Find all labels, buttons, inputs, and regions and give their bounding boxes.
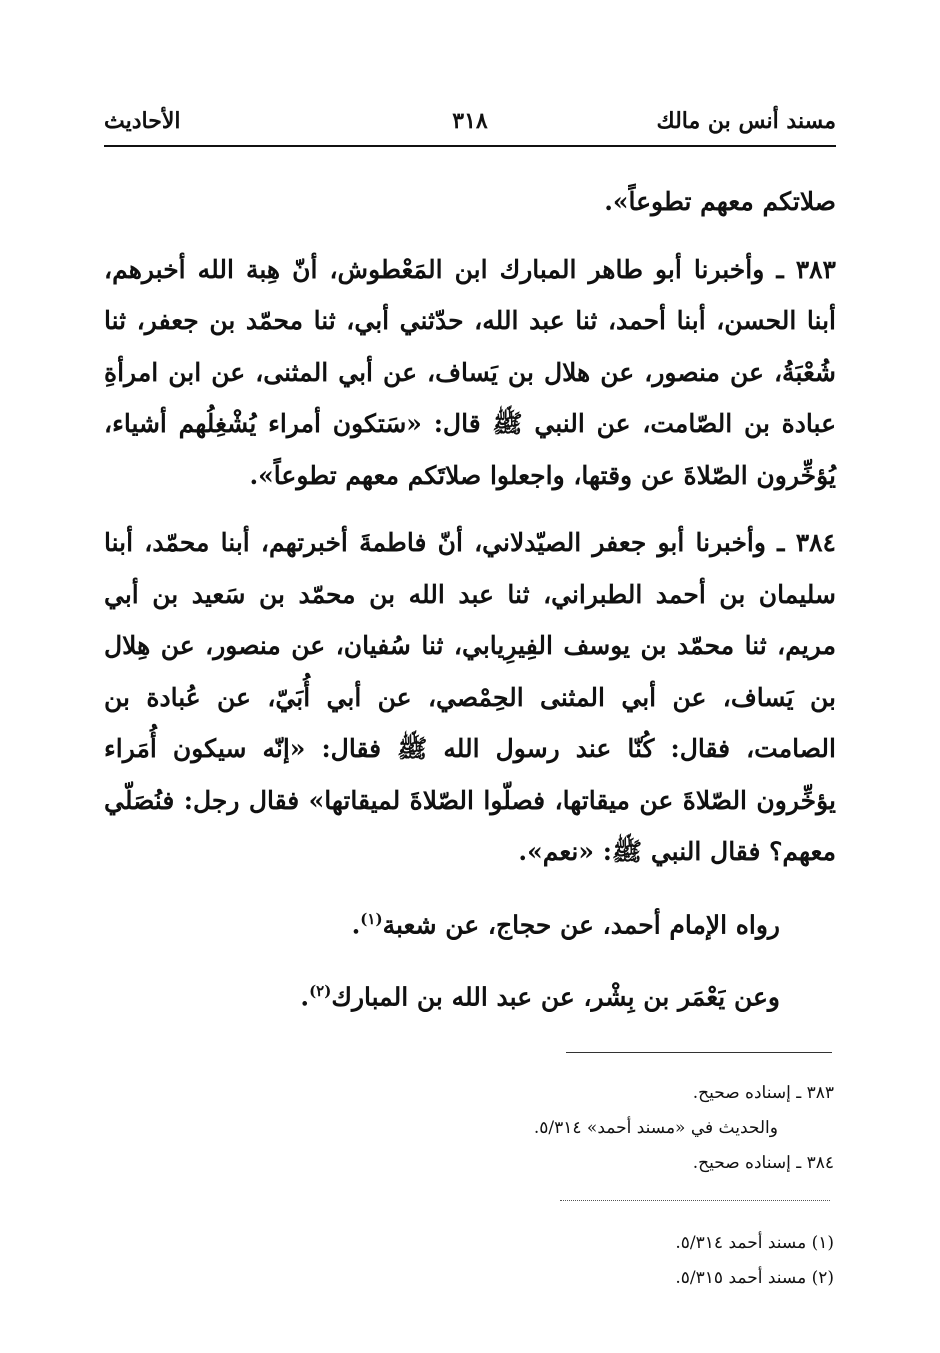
- page-number: ٣١٨: [452, 108, 488, 134]
- footnote-marker-1: (١): [360, 909, 383, 928]
- footnote-marker-2: (٢): [309, 982, 332, 1001]
- hadith-dash: ـ: [765, 528, 785, 557]
- note-383: ٣٨٣ ـ إسناده صحيح.: [692, 1083, 834, 1103]
- main-text: [104, 176, 836, 1023]
- hadith-dash: ـ: [764, 254, 784, 284]
- footnote-separator: [566, 1052, 832, 1053]
- commentary-notes: [104, 1076, 834, 1181]
- hadith-number-384: ٣٨٤: [795, 528, 836, 557]
- footnotes: [104, 1226, 834, 1296]
- continuation-text: صلاتكم معهم تطوعاً».: [604, 187, 836, 216]
- narration-text-1: رواه الإمام أحمد، عن حجاج، عن شعبة: [382, 909, 780, 939]
- hadith-383: [104, 244, 836, 502]
- note-383-source: والحديث في «مسند أحمد» ٥/٣١٤.: [533, 1118, 778, 1138]
- hadith-384: [104, 517, 836, 878]
- narration-line-1: [104, 894, 836, 951]
- narration-text-2: وعن يَعْمَر بن بِشْر، عن عبد الله بن المبارك: [331, 982, 780, 1012]
- hadith-text-384: وأخبرنا أبو جعفر الصيّدلاني، أنّ فاطمةَ أخبرتهم، أبنا محمّد، أبنا سليمان بن أحمد الطبراني، ثنا عبد الله بن محمّد بن سَعيد بن أبي مريم، ثنا محمّد بن يوسف الفِيرِيابي، ثنا سُفيان، عن منصور، عن هِلال بن يَساف، عن أبي المثنى الحِمْصي، عن أبي أُبَيّ، عن عُبادة بن الصامت، فقال: كُنّا عند رسول الله ﷺ فقال: «إنّه سيكون أُمَراء يؤخِّرون الصّلاةَ عن ميقاتها، فصلّوا الصّلاةَ لميقاتها» فقال رجل: فنُصَلّي معهم؟ فقال النبي ﷺ: «نعم».: [104, 528, 836, 866]
- header-section-title: الأحاديث: [104, 108, 181, 134]
- footnote-1: (١) مسند أحمد ٥/٣١٤.: [675, 1233, 834, 1253]
- narration-end-1: .: [351, 909, 361, 939]
- hadith-text-383: وأخبرنا أبو طاهر المبارك ابن المَعْطوش، أنّ هِبة الله أخبرهم، أبنا الحسن، أبنا أحمد، ثنا عبد الله، حدّثني أبي، ثنا محمّد بن جعفر، ثنا شُعْبَةُ، عن منصور، عن هلال بن يَساف، عن أبي المثنى، عن ابن امرأةِ عبادة بن الصّامت، عن النبي ﷺ قال: «سَتكون أمراء يُشْغِلُهم أشياء، يُؤخِّرون الصّلاةَ عن وقتها، واجعلوا صلاتَكم معهم تطوعاً».: [104, 254, 836, 490]
- hadith-number-383: ٣٨٣: [795, 254, 836, 284]
- dotted-separator: [560, 1200, 830, 1201]
- header-book-title: مسند أنس بن مالك: [656, 108, 836, 134]
- narration-end-2: .: [300, 982, 310, 1012]
- header-rule: [104, 145, 836, 147]
- note-384: ٣٨٤ ـ إسناده صحيح.: [692, 1153, 834, 1173]
- narration-line-2: [104, 966, 836, 1023]
- footnote-2: (٢) مسند أحمد ٥/٣١٥.: [675, 1268, 834, 1288]
- running-header: [104, 108, 836, 144]
